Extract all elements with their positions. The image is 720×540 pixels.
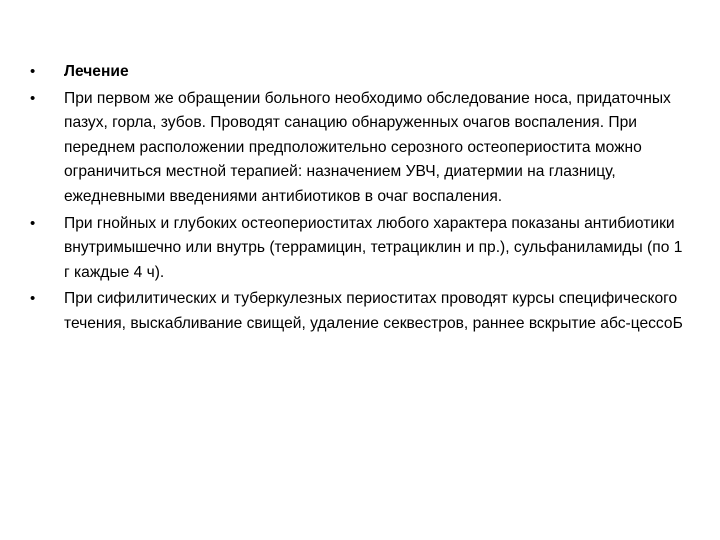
bullet-item-syphilitic xyxy=(30,287,685,336)
bullet-text: При сифилитических и туберкулезных периоститах проводят курсы специфического течения, выскабливание свищей, удаление секвестров, раннее вскрытие абс-цессоБ xyxy=(64,290,683,332)
bullet-icon: • xyxy=(30,290,36,308)
bullet-text: При гнойных и глубоких остеопериоститах любого характера показаны антибиотики внутримышечно или внутрь (террамицин, тетрациклин и пр.), сульфаниламиды (по 1 г каждые 4 ч). xyxy=(64,214,683,281)
heading-text: Лечение xyxy=(64,63,129,80)
bullet-icon: • xyxy=(30,214,36,232)
bullet-text: При первом же обращении больного необходимо обследование носа, придаточных пазух, горла, зубов. Проводят санацию обнаруженных очагов воспаления. При переднем расположении предположительно серозного остеопериостита можно ограничиться местной терапией: назначением УВЧ, диатермии на глазницу, ежедневными введениями антибиотиков в очаг воспаления. xyxy=(64,89,671,205)
bullet-icon: • xyxy=(30,63,36,80)
bullet-item-first-visit xyxy=(30,87,685,210)
bullet-item-treatment-heading xyxy=(30,60,685,85)
bullet-item-purulent xyxy=(30,212,685,286)
bullet-icon: • xyxy=(30,89,36,107)
bullet-list xyxy=(30,60,685,339)
